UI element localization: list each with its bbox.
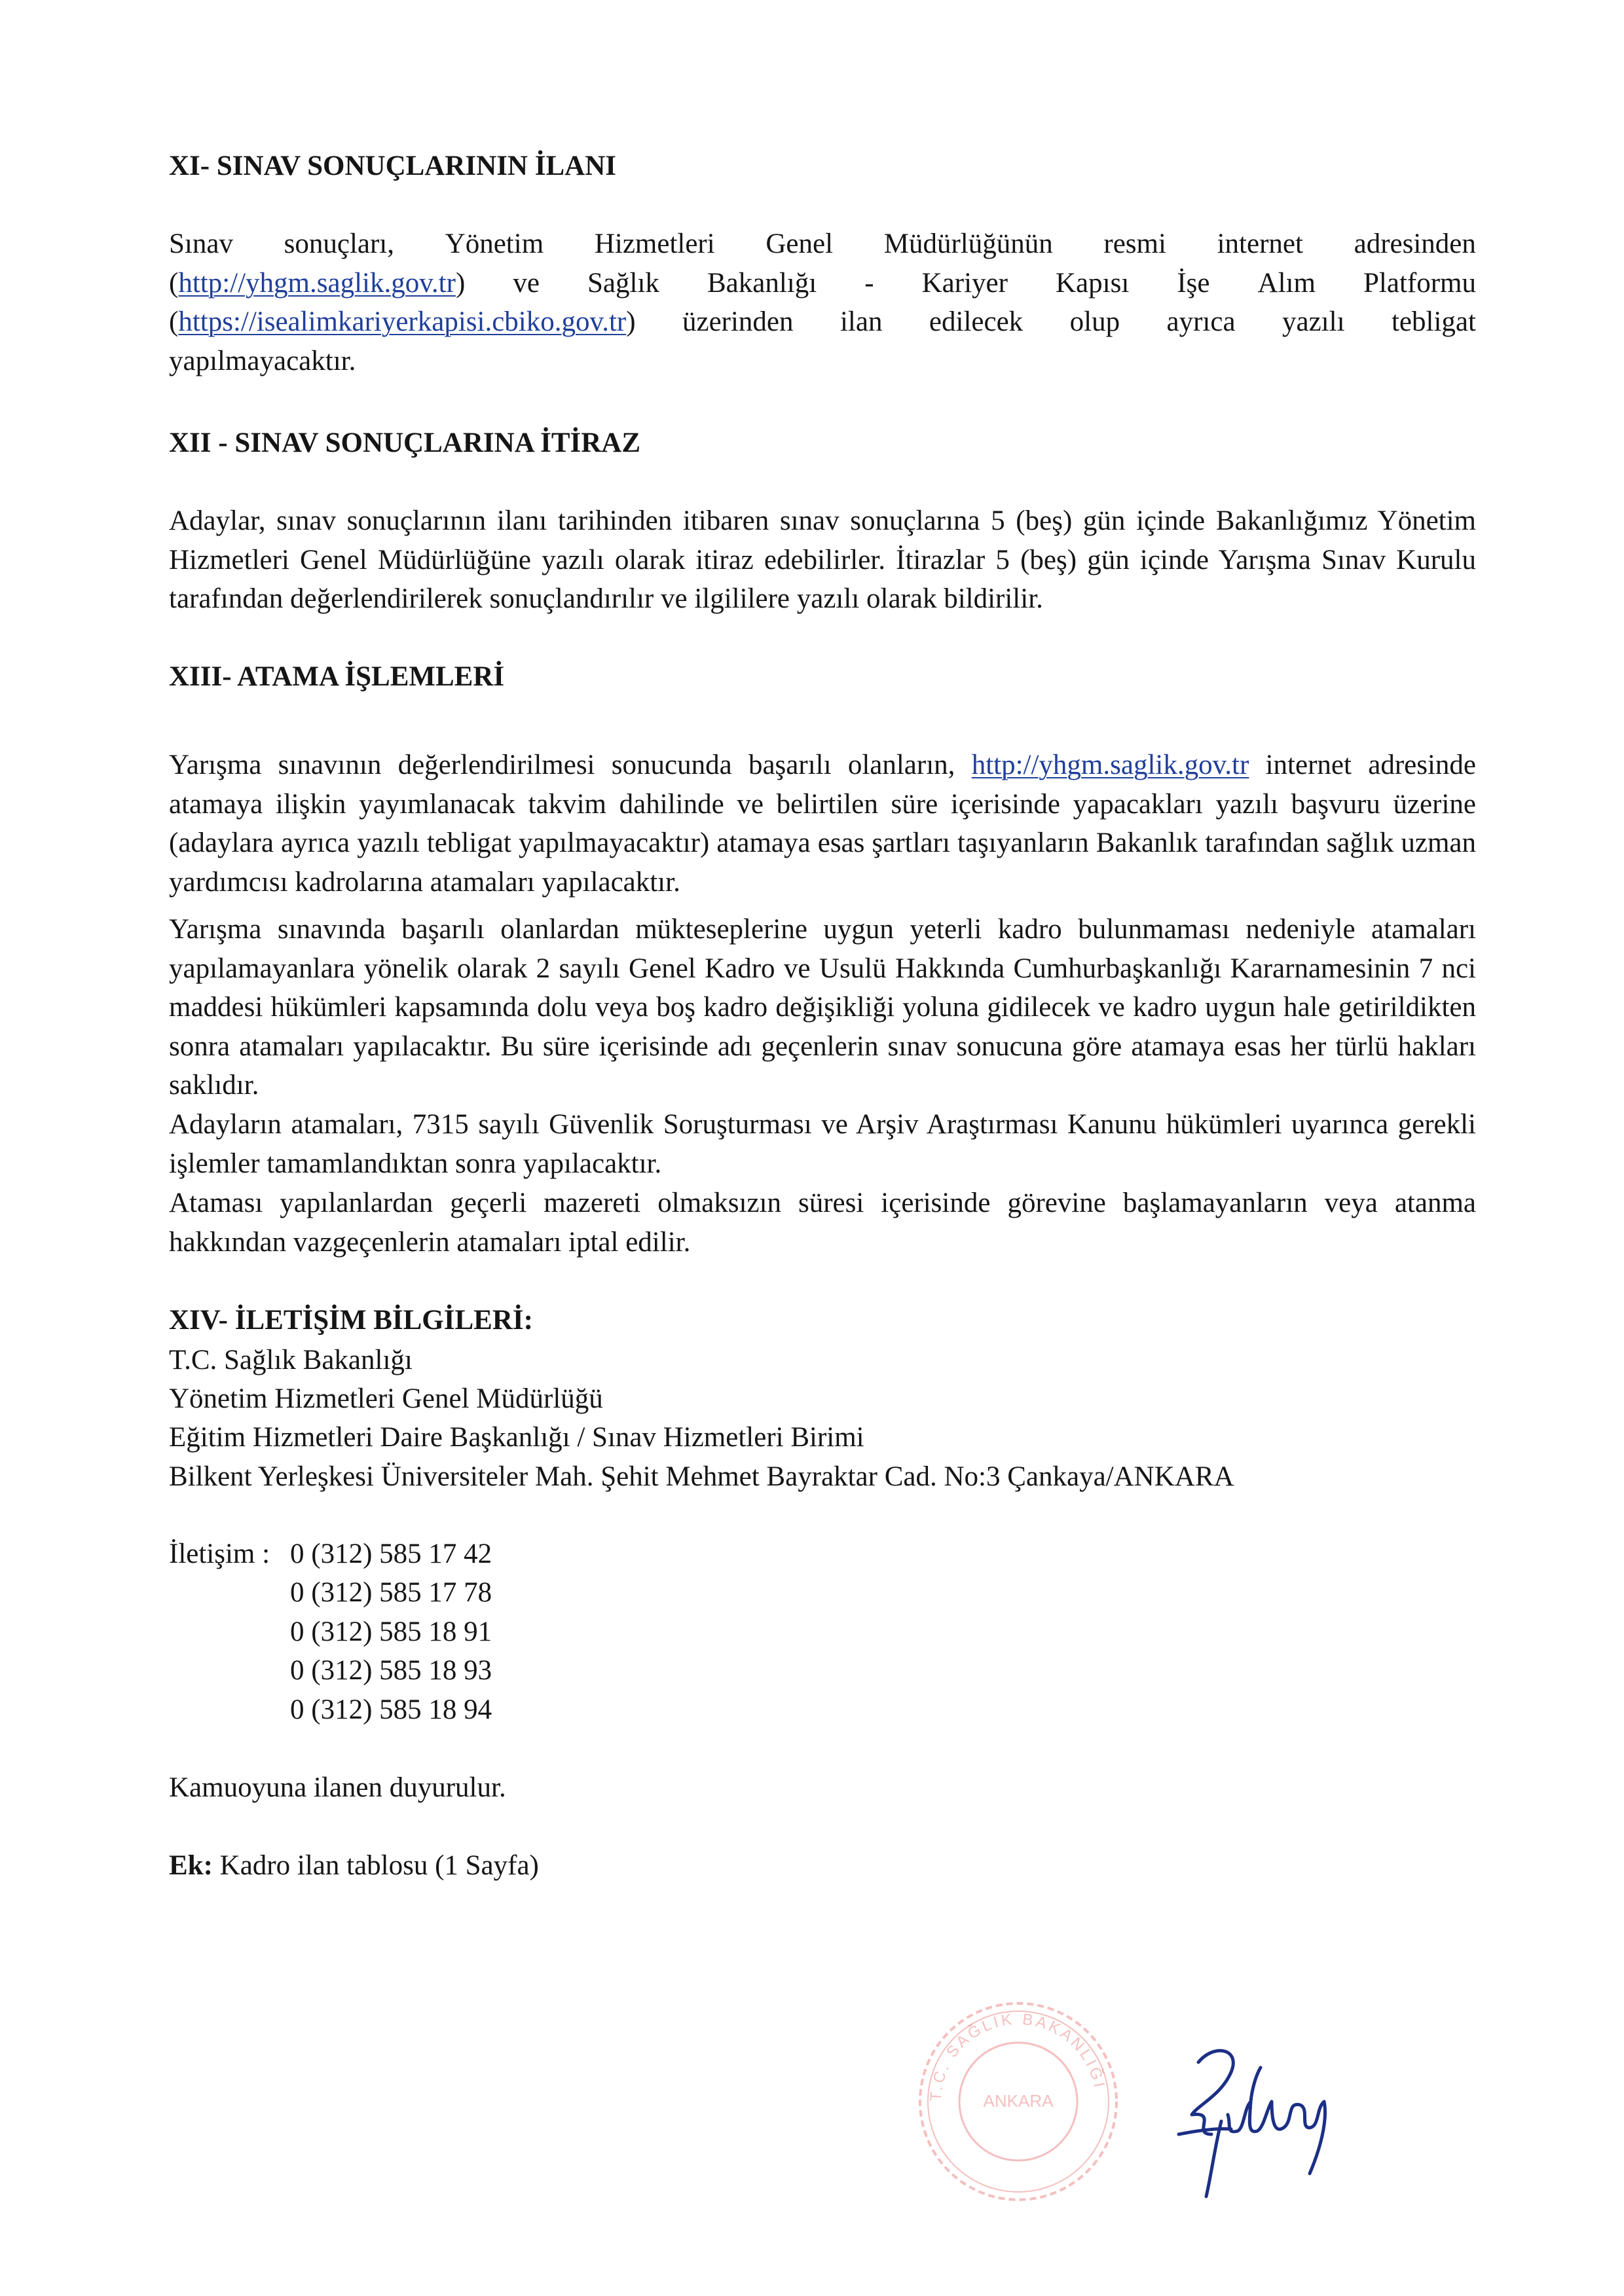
contact-address: Bilkent Yerleşkesi Üniversiteler Mah. Şehit Mehmet Bayraktar Cad. No:3 Çankaya/ANKARA xyxy=(169,1461,1234,1492)
section-results-body xyxy=(169,225,1476,380)
word: Genel xyxy=(766,228,834,259)
paren-open: ( xyxy=(169,306,179,337)
contact-phone: 0 (312) 585 18 94 xyxy=(290,1694,492,1725)
stamp-ring-text: T.C. SAĞLIK BAKANLIĞI xyxy=(927,2010,1109,2102)
word: Kariyer xyxy=(921,267,1008,299)
word: ayrıca xyxy=(1166,306,1236,337)
official-stamp-icon xyxy=(910,1994,1126,2210)
word: üzerinden xyxy=(682,306,794,337)
word: internet xyxy=(1217,228,1303,259)
section-results-title: XI- SINAV SONUÇLARININ İLANI xyxy=(169,151,616,181)
word: Platformu xyxy=(1363,267,1476,299)
appointment-p1-end: internet adresinde atamaya ilişkin yayımlanacak takvim dahilinde ve belirtilen süre içerisinde yapacakları yazılı başvuru üzerine (adaylara ayrıca yazılı tebligat yapılmayacaktır) atamaya esas şartları taşıyanların Bakanlık tarafından sağlık uzman yardımcısı kadrolarına atamaları yapılacaktır. xyxy=(169,750,1476,898)
section-objection-title: XII - SINAV SONUÇLARINA İTİRAZ xyxy=(169,428,641,458)
results-line-3 xyxy=(169,302,1476,342)
yhgm-link-group xyxy=(169,264,465,303)
word: Kapısı xyxy=(1056,267,1130,299)
attachment-note xyxy=(169,1846,539,1886)
yhgm-link-2[interactable]: http://yhgm.saglik.gov.tr xyxy=(971,750,1249,780)
word: Sağlık xyxy=(587,267,659,299)
paren-open: ( xyxy=(169,267,179,299)
paren-close: ) xyxy=(626,306,636,337)
contact-org-department: Eğitim Hizmetleri Daire Başkanlığı / Sınav Hizmetleri Birimi xyxy=(169,1422,864,1453)
appointment-paragraph-4: Ataması yapılanlardan geçerli mazereti olmaksızın süresi içerisinde görevine başlamayanların veya atanma hakkından vazgeçenlerin atamaları iptal edilir. xyxy=(169,1188,1476,1258)
word: Müdürlüğünün xyxy=(883,228,1053,259)
kariyer-link-group xyxy=(169,302,636,342)
attachment-label: Ek: xyxy=(169,1850,213,1881)
word: Sınav xyxy=(169,228,233,259)
word: - xyxy=(864,267,874,299)
word: Alım xyxy=(1257,267,1316,299)
section-appointment-title: XIII- ATAMA İŞLEMLERİ xyxy=(169,661,505,692)
word: Yönetim xyxy=(445,228,544,259)
contact-phone: 0 (312) 585 17 78 xyxy=(290,1577,492,1608)
contact-phone: 0 (312) 585 18 91 xyxy=(290,1616,492,1647)
attachment-text: Kadro ilan tablosu (1 Sayfa) xyxy=(212,1850,539,1881)
word: Bakanlığı xyxy=(707,267,817,299)
signature-icon xyxy=(1153,2036,1349,2206)
word: resmi xyxy=(1103,228,1166,259)
section-objection-body: Adaylar, sınav sonuçlarının ilanı tarihinden itibaren sınav sonuçlarına 5 (beş) gün içinde Bakanlığımız Yönetim Hizmetleri Genel Müdürlüğüne yazılı olarak itiraz edebilirler. İtirazlar 5 (beş) gün içinde Yarışma Sınav Kurulu tarafından değerlendirilerek sonuçlandırılır ve ilgililere yazılı olarak bildirilir. xyxy=(169,505,1476,614)
word: İşe xyxy=(1177,267,1210,299)
word: tebligat xyxy=(1391,306,1476,337)
appointment-paragraph-1 xyxy=(169,746,1476,902)
word: olup xyxy=(1069,306,1120,337)
appointment-paragraph-2: Yarışma sınavında başarılı olanlardan mükteseplerine uygun yeterli kadro bulunmaması nedeniyle atamaları yapılamayanlara yönelik olarak 2 sayılı Genel Kadro ve Usulü Hakkında Cumhurbaşkanlığı Kararnamesinin 7 nci maddesi hükümleri kapsamında dolu veya boş kadro değişikliği yoluna gidilecek ve kadro uygun hale getirildikten sonra atamaları yapılacaktır. Bu süre içerisinde adı geçenlerin sınav sonucuna göre atamaya esas her türlü hakları saklıdır. xyxy=(169,914,1476,1101)
svg-text:T.C. SAĞLIK BAKANLIĞI xyxy=(927,2011,1109,2102)
section-contact-title: XIV- İLETİŞİM BİLGİLERİ: xyxy=(169,1305,533,1336)
appointment-paragraph-3: Adayların atamaları, 7315 sayılı Güvenlik Soruşturması ve Arşiv Araştırması Kanunu hükümleri uyarınca gerekli işlemler tamamlandıktan sonra yapılacaktır. xyxy=(169,1109,1476,1179)
word: Hizmetleri xyxy=(594,228,715,259)
word: edilecek xyxy=(929,306,1024,337)
yhgm-link[interactable]: http://yhgm.saglik.gov.tr xyxy=(178,267,456,299)
paren-close: ) xyxy=(455,267,466,299)
kariyer-kapisi-link[interactable]: https://isealimkariyerkapisi.cbiko.gov.tr xyxy=(178,306,627,337)
word: ilan xyxy=(840,306,883,337)
contact-phone-label: İletişim : xyxy=(169,1539,270,1569)
results-line-2 xyxy=(169,264,1476,303)
word: adresinden xyxy=(1354,228,1476,259)
contact-phone: 0 (312) 585 17 42 xyxy=(290,1539,492,1569)
contact-phone: 0 (312) 585 18 93 xyxy=(290,1655,492,1686)
contact-org-ministry: T.C. Sağlık Bakanlığı xyxy=(169,1345,413,1376)
results-line-1 xyxy=(169,225,1476,264)
public-announcement: Kamuoyuna ilanen duyurulur. xyxy=(169,1772,506,1803)
word: yazılı xyxy=(1282,306,1345,337)
stamp-center-text: ANKARA xyxy=(983,2091,1054,2111)
results-line-4: yapılmayacaktır. xyxy=(169,345,356,376)
appointment-p1-start: Yarışma sınavının değerlendirilmesi sonucunda başarılı olanların, xyxy=(169,750,972,780)
word: ve xyxy=(513,267,540,299)
contact-org-directorate: Yönetim Hizmetleri Genel Müdürlüğü xyxy=(169,1383,603,1414)
word: sonuçları, xyxy=(284,228,394,259)
